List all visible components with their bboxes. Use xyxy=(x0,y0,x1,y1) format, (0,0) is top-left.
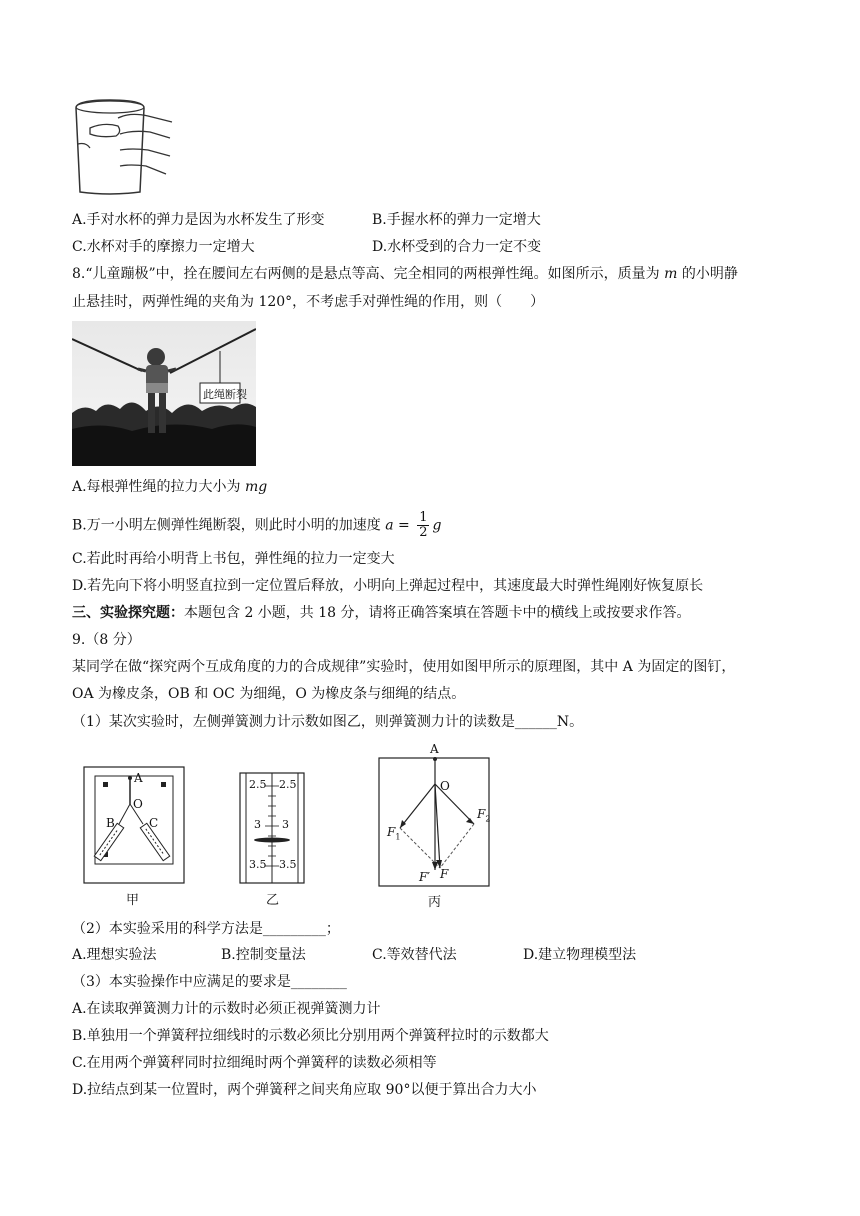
fig-bing-label-f1: $F_1$ xyxy=(387,825,401,842)
q8-option-a: A.每根弹性绳的拉力大小为 mg xyxy=(72,479,268,495)
fig-jia-label-c: C xyxy=(149,816,159,830)
q8-stem-line2: 止悬挂时，两弹性绳的夹角为 120°，不考虑手对弹性绳的作用，则（ ） xyxy=(72,294,545,310)
fig-yi-tick-left-25: 2.5 xyxy=(249,778,267,791)
q9-intro-1: 某同学在做“探究两个互成角度的力的合成规律”实验时，使用如图甲所示的原理图，其中 A 为固定的图钉， xyxy=(72,659,736,675)
q9-part3-option-b: B.单独用一个弹簧秤拉细线时的示数必须比分别用两个弹簧秤拉时的示数都大 xyxy=(72,1028,549,1044)
q9-part2-option-c: C.等效替代法 xyxy=(372,947,457,963)
fig-yi-tick-right-3: 3 xyxy=(282,818,289,831)
fig-bing-label-f: F xyxy=(440,867,449,881)
photo-label: 此绳断裂 xyxy=(203,388,247,401)
q7-option-c: C.水杯对手的摩擦力一定增大 xyxy=(72,239,255,255)
fig-jia-caption: 甲 xyxy=(126,893,140,908)
q9-part3-option-d: D.拉结点到某一位置时，两个弹簧秤之间夹角应取 90°以便于算出合力大小 xyxy=(72,1082,537,1098)
q8-option-d: D.若先向下将小明竖直拉到一定位置后释放，小明向上弹起过程中，其速度最大时弹性绳刚好恢复原长 xyxy=(72,578,704,594)
fig-bing-label-o: O xyxy=(440,779,450,793)
bungee-photo xyxy=(72,321,256,466)
fig-yi-tick-left-35: 3.5 xyxy=(249,858,267,871)
fig-jia-label-a: A xyxy=(134,771,143,785)
fig-jia-label-o: O xyxy=(133,797,143,811)
section-3-heading: 三、实验探究题：本题包含 2 小题，共 18 分，请将正确答案填在答题卡中的横线上或按要求作答。 xyxy=(72,605,691,621)
q8-option-c: C.若此时再给小明背上书包，弹性绳的拉力一定变大 xyxy=(72,551,395,567)
q9-part2: （2）本实验采用的科学方法是_________； xyxy=(72,921,340,937)
fig-jia-label-b: B xyxy=(106,816,115,830)
q9-part2-option-b: B.控制变量法 xyxy=(221,947,306,963)
cup-hand-figure xyxy=(70,98,176,198)
fig-yi-caption: 乙 xyxy=(266,893,280,908)
fig-bing-label-a: A xyxy=(430,742,439,756)
fig-yi-tick-left-3: 3 xyxy=(254,818,261,831)
q9-part2-option-d: D.建立物理模型法 xyxy=(523,947,637,963)
fig-yi-tick-right-35: 3.5 xyxy=(279,858,297,871)
q9-intro-2: OA 为橡皮条，OB 和 OC 为细绳，O 为橡皮条与细绳的结点。 xyxy=(72,686,466,702)
fig-yi-tick-right-25: 2.5 xyxy=(279,778,297,791)
q8-option-b: B.万一小明左侧弹性绳断裂，则此时小明的加速度 a = $\frac{1}{2}$ g xyxy=(72,510,442,540)
q9-part2-option-a: A.理想实验法 xyxy=(72,947,157,963)
fig-bing-caption: 丙 xyxy=(428,895,442,910)
q7-option-b: B.手握水杯的弹力一定增大 xyxy=(372,212,541,228)
q8-stem-line1: 8.“儿童蹦极”中，拴在腰间左右两侧的是悬点等高、完全相同的两根弹性绳。如图所示，质量为 m 的小明静 xyxy=(72,266,738,282)
figure-bing xyxy=(378,742,490,888)
q9-part3: （3）本实验操作中应满足的要求是________ xyxy=(72,974,347,990)
fraction: $\frac{1}{2}$ xyxy=(419,510,428,540)
q9-part3-option-c: C.在用两个弹簧秤同时拉细绳时两个弹簧秤的读数必须相等 xyxy=(72,1055,437,1071)
fig-bing-label-f2: $F_2$ xyxy=(477,807,491,824)
q9-head: 9.（8 分） xyxy=(72,632,141,648)
fig-bing-label-f-prime: F′ xyxy=(419,870,431,884)
q9-part1: （1）某次实验时，左侧弹簧测力计示数如图乙，则弹簧测力计的读数是______N。 xyxy=(72,714,584,730)
q9-part3-option-a: A.在读取弹簧测力计的示数时必须正视弹簧测力计 xyxy=(72,1001,381,1017)
q7-option-a: A.手对水杯的弹力是因为水杯发生了形变 xyxy=(72,212,325,228)
q7-option-d: D.水杯受到的合力一定不变 xyxy=(372,239,542,255)
